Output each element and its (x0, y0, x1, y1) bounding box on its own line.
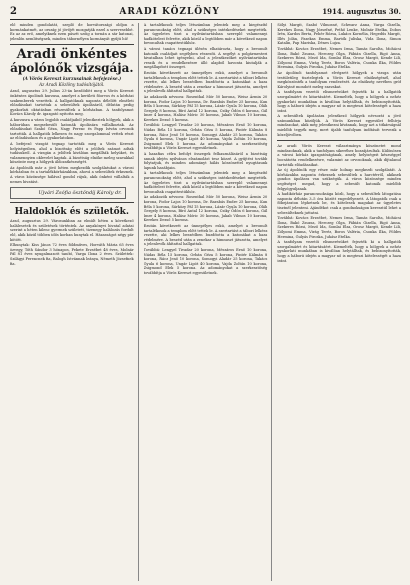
article-text: Elhunytak: Kiss János 72 éves földműves, Horváth Mária 65 éves özvegy, Tóth Sándor 3 hónapos, Fekete Erzsébet 48 éves, Molnár Pál 81 éves nyugalmazott tanító, Varga Ilona 2 éves. Születtek: Szilágyi Ferencnek fia, Balogh Istvánnak leánya, Németh Józsefnek fia. (10, 243, 134, 266)
column-1 (10, 23, 139, 581)
article-text: Ezután következett az ünnepélyes eskü, amelyet a bevonult tartalékosok a templom előtt tettek le. A szertartást a tábori lelkész vezette, aki lelkes beszédben buzdította a katonákat a haza védelmére. A beszéd után a zenekar a himnuszt játszotta, amelyet a jelenlevők áhítattal hallgattak. (143, 223, 268, 247)
article-text: A tanfolyam vezetői elismerésüket fejezték ki a hallgatók szorgalmáért és kitartásáért. Kiemelték, hogy a hölgyek a nehéz gyakorlati munkában is kiválóan helytálltak, és bebizonyították, hogy a háború idején a magyar nő is megteszi kötelességét a haza iránt. (277, 240, 401, 263)
article-text: A hadikórház parancsnoksága közli, hogy a sebesültek látogatása naponta délután 3–5 óra között engedélyezett. A látogatók csak a főbejáraton léphetnek be, és kötelesek magukat az ügyeletes tisztnél jelenteni. Ajándékot csak a gondnokságon keresztül lehet a sebesülteknek juttatni. (277, 192, 401, 215)
subheadline: (A Vörös Kereszt kurzusainak befejezése.) (22, 76, 122, 82)
article-text: Az adakozók névsora: Rosenthal Mór 50 korona, Weisz Ármin 20 korona, Fodor Lajos 10 korona, Dr. Barabás Endre 25 korona, Kun Béla 5 korona, Sárközy Pál 15 korona, Lázár Gyula 10 korona, Oláh Gergely 8 korona, Bíró Antal 12 korona, Csiky Ödön 6 korona, Gál Imre 4 korona, Halász Móric 30 korona, Jakab Vilmos 10 korona, Kerekes Dezső 5 korona. (143, 94, 268, 122)
dateline: Az Aradi Közlöny tudósítójától. (39, 82, 105, 88)
column-3 (277, 23, 401, 581)
article-text: Arad, augusztus 29. Julius 23-án kezdődött meg a Vörös Kereszt önkéntes ápolónői kurzusa, amelyet a kerületi főorvos és a kórházi szakemberek vezettek. A hallgatóknak naponta délelőtt elméleti előadásokat tartottak a sebesültek ápolásáról, délután pedig gyakorlati oktatásban részesültek a kórházban. A tanfolyamot Kovács Károly dr. igazgató nyitotta meg. (10, 89, 134, 117)
article-text: Az új ápolónők egy része már holnap megkezdi szolgálatát. A kórházakba naponta érkeznek sebesültek a harctérről, akiknek gondos ápolásra van szükségük. A város közönsége minden segítséget megad, hogy a sebesült katonák mielőbb felgyógyuljanak. (277, 168, 401, 191)
article-text: A befejező vizsgát tegnap tartották meg a Vörös Kereszt helyiségeiben, ahol a bizottság előtt a jelöltek számot adtak tudásukról. A vizsgán a jelöltek kiválóan megállták helyüket, és valamennyien oklevelet kaptak. A bizottság elnöke meleg szavakkal köszönte meg a hölgyek áldozatkészségét. (10, 141, 134, 165)
column-2 (144, 23, 273, 581)
divider (277, 140, 401, 141)
article-text: Az adakozók névsora: Rosenthal Mór 50 korona, Weisz Ármin 20 korona, Fodor Lajos 10 korona, Dr. Barabás Endre 25 korona, Kun Béla 5 korona, Sárközy Pál 15 korona, Lázár Gyula 10 korona, Oláh Gergely 8 korona, Bíró Antal 12 korona, Csiky Ödön 6 korona, Gál Imre 4 korona, Halász Móric 30 korona, Jakab Vilmos 10 korona, Kerekes Dezső 5 korona. (143, 195, 268, 223)
divider (10, 202, 134, 203)
headline-nurses-2: ápolónők vizsgája. (10, 61, 134, 76)
paper-title: ARADI KÖZLÖNY (119, 7, 220, 17)
article-text: Ezután következett az ünnepélyes eskü, amelyet a bevonult tartalékosok a templom előtt tettek le. A szertartást a tábori lelkész vezette, aki lelkes beszédben buzdította a katonákat a haza védelmére. A beszéd után a zenekar a himnuszt játszotta, amelyet a jelenlevők áhítattal hallgattak. (143, 70, 268, 94)
issue-date: 1914. augusztus 30. (322, 7, 401, 16)
article-text: A sebesültek ápolására jelentkező hölgyek névsorát a jövő számunkban közöljük. A Vörös Kereszt egyesület felhívja mindazokat, akik még jelentkezni kívánnak, hogy azt a titkárságnál mielőbb tegyék meg, mert újabb tanfolyam indítását tervezik a közeljövőben. (277, 114, 401, 137)
article-text: Továbbá: Kovács Erzsébet, Nemes Irma, Tamás Sarolta, Mohácsi Ilona, Bakó Zsuzsa, Herczeg Olga, Fábián Gizella, Rigó Anna, Szekeres Rózsi, Mező Ida, Somlai Elza, Orosz Margit, Kende Lili, Zólyomi Emma, Virág Teréz, Boros Valéria, Csonka Ilka, Földes Hermina, Gulyás Piroska, Juhász Etelka. (277, 216, 401, 239)
columns (10, 23, 401, 581)
signature-box: Ujvári Zsófia ösztöndíj Károly dr. (10, 187, 126, 199)
article-text: Továbbá: Kovács Erzsébet, Nemes Irma, Tamás Sarolta, Mohácsi Ilona, Bakó Zsuzsa, Herczeg Olga, Fábián Gizella, Rigó Anna, Szekeres Rózsi, Mező Ida, Somlai Elza, Orosz Margit, Kende Lili, Zólyomi Emma, Virág Teréz, Boros Valéria, Csonka Ilka, Földes Hermina, Gulyás Piroska, Juhász Etelka. (277, 46, 401, 70)
headline-nurses: Aradi önkéntes (16, 47, 128, 63)
article-text: Az ápolónői tanfolyamot elvégzett hölgyek a vizsga után testületileg tisztelegtek a Vörös Kereszt elnökségénél, ahol megköszönték a tanfolyam rendezését. Az elnökség nevében gróf Károlyiné mondott meleg szavakat. (277, 70, 401, 89)
article-text: A tartalékosok teljes létszámban jelentek meg a kiegészítő parancsnokság előtt, ahol a szükséges intézkedéseket megtették. Az ügyeletes tiszt a nyilvántartásban szereplő valamennyi hadkötelest felvette, akik közül a legtöbben már a következő napon bevonultak csapattestükhöz. (143, 23, 268, 46)
masthead (10, 6, 401, 20)
page-number: 2 (10, 6, 17, 17)
article-text: Továbbá: Lengyel Tivadar 20 korona, Mészáros Ernő 10 korona, Nádas Béla 15 korona, Orbán Géza 5 korona, Pintér Kálmán 8 korona, Rácz Jenő 10 korona, Somogyi Aladár 25 korona, Takács Gyula 6 korona, Ungár Lipót 40 korona, Vajda Zoltán 10 korona, Zsigmond Elek 5 korona. Az adományokat a szerkesztőség továbbítja a Vörös Kereszt egyesületnek. (143, 247, 268, 275)
article-text: A tanfolyam vezetői elismerésüket fejezték ki a hallgatók szorgalmáért és kitartásáért. Kiemelték, hogy a hölgyek a nehéz gyakorlati munkában is kiválóan helytálltak, és bebizonyították, hogy a háború idején a magyar nő is megteszi kötelességét a haza iránt. (277, 90, 401, 113)
article-text: A városi tanács tegnapi ülésén elhatározta, hogy a bevonult katonák családjait segélyben részesíti. A segélyt a polgármesteri hivatalban lehet igényelni, ahol a jelentkezőket nyilvántartásba veszik és a rendelkezésre álló alapból havonta kiutalják a megállapított összeget. (143, 46, 268, 70)
article-text: Sólyi Margit, Szabó Vilmosné, Schwarz Anna, Varga Gizella, Kerekes Ilona, Nagy Józsefné, Pethő Lenke, Molnár Etelka, Dobos Irén, Kardos Berta, Fehér Rózsa, Lukács Kornélia, Hegedűs Margit, Illés Jolán, Fazekas Emma, Bartók Juliska, Vida Ilona, Simon Katalin, Pap Mariska, Dénes Lujza. (277, 23, 401, 46)
article-text: A tartalékosok teljes létszámban jelentek meg a kiegészítő parancsnokság előtt, ahol a szükséges intézkedéseket megtették. Az ügyeletes tiszt a nyilvántartásban szereplő valamennyi hadkötelest felvette, akik közül a legtöbben már a következő napon bevonultak csapattestükhöz. (143, 171, 268, 194)
article-text: Arad, augusztus 29. Városunkban az elmúlt héten a következő halálesetek és születések történtek. Az anyakönyvi hivatal adatai szerint a héten kilenc gyermek született, tizenegy halálozás fordult elő, akik közül többen idős korban hunytak el. Házasságot négy pár kötött. (10, 219, 134, 242)
headline-births-deaths: Haldoklók és születők. (14, 207, 130, 218)
article-text: A hazafias célra befolyt összegek felhasználásáról a bizottság annak idején nyilvános elszámolást tesz közzé. A gyűjtést tovább folytatjuk, és minden adományt hálás köszönettel nyugtázunk lapunk hasábjain. (143, 152, 268, 170)
article-text: Továbbá: Lengyel Tivadar 20 korona, Mészáros Ernő 10 korona, Nádas Béla 15 korona, Orbán Géza 5 korona, Pintér Kálmán 8 korona, Rácz Jenő 10 korona, Somogyi Aladár 25 korona, Takács Gyula 6 korona, Ungár Lipót 40 korona, Vajda Zoltán 10 korona, Zsigmond Elek 5 korona. Az adományokat a szerkesztőség továbbítja a Vörös Kereszt egyesületnek. (143, 123, 268, 151)
article-text: A kurzusra a város legjobb családjaiból jelentkeztek hölgyek, akik a háborúban megsebesült katonák ápolására vállalkoztak. Az előadásokat Szabó Géza, Nagy Ferenc és Papp István orvosok tartották. A hallgatók lelkesen és nagy szorgalommal vettek részt az előadásokon és a gyakorlatokon. (10, 117, 134, 141)
article-text: elő minden gondolatát, szeplő de horvátországi oldjon a kormánkatmét, az ország jó jövőjét mozgatják ezzel a szervesebbé. Ez az az erő, amelyiknek ezen pásztt szóig a tornán a sár katonai, jelenlőn nemlitségnek, minden tábornélyen kormányát gyűjti hű! (10, 23, 134, 41)
article-text: Az aradi Vörös Kereszt választmánya köszönetet mond mindazoknak, akik a tanfolyam sikeréhez hozzájárultak. Különösen a városi kórház igazgatóságának, amely helyiségeit készséggel bocsátotta rendelkezésre, valamint az orvosoknak, akik díjtalanul tartották előadásaikat. (277, 144, 401, 167)
article-text: Az ápolónők már a jövő héten megkezdik szolgálatukat a városi kórházban és a tartalékkórházakban, ahová a sebesültek érkeznek. A város közönsége hálával gondol rájuk, akik önként vállalták a nemes hivatást. (10, 165, 134, 184)
divider (10, 44, 134, 45)
